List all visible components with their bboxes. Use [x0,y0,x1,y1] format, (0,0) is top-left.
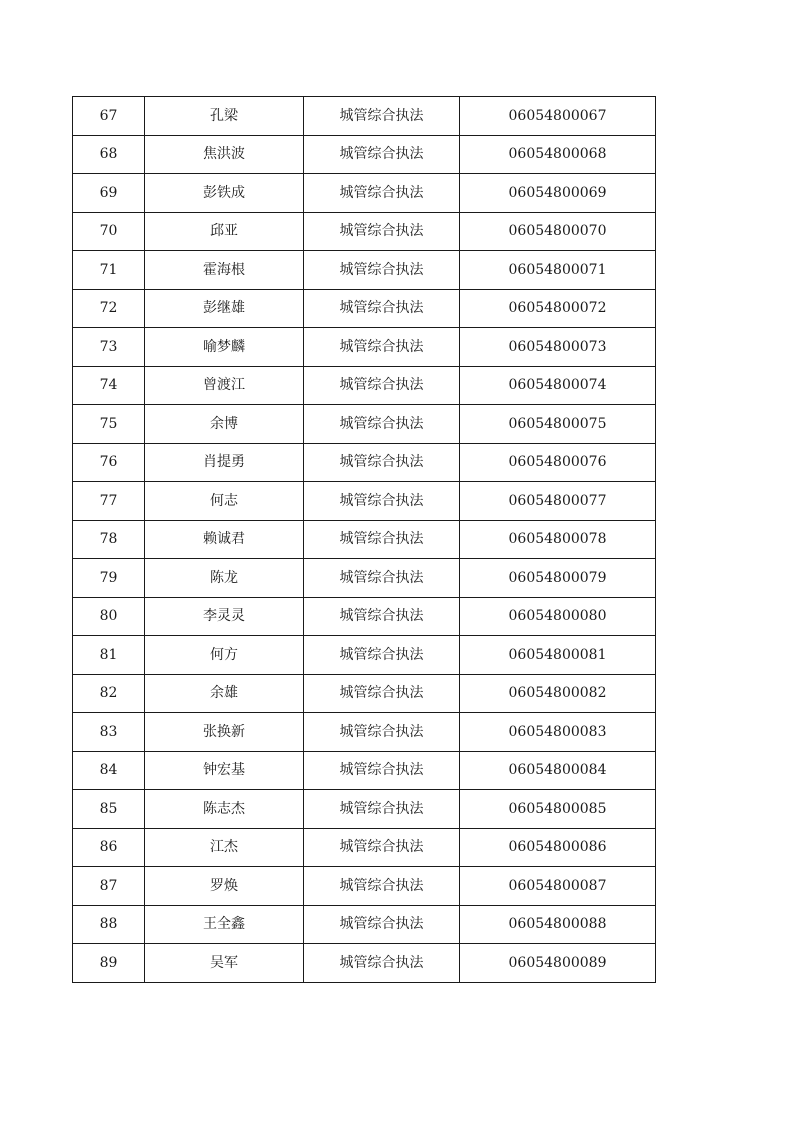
department-cell: 城管综合执法 [304,559,460,598]
name-cell: 张换新 [145,713,304,752]
row-number-cell: 87 [73,867,145,906]
table-row [73,212,656,251]
row-number-cell: 74 [73,366,145,405]
department-cell: 城管综合执法 [304,944,460,983]
table-row [73,366,656,405]
certificate-number-cell: 06054800075 [460,405,656,444]
personnel-table [72,96,656,983]
name-cell: 王全鑫 [145,905,304,944]
certificate-number-cell: 06054800082 [460,674,656,713]
table-row [73,636,656,675]
row-number-cell: 71 [73,251,145,290]
name-cell: 彭铁成 [145,174,304,213]
certificate-number-cell: 06054800074 [460,366,656,405]
row-number-cell: 77 [73,482,145,521]
row-number-cell: 85 [73,790,145,829]
row-number-cell: 88 [73,905,145,944]
certificate-number-cell: 06054800089 [460,944,656,983]
row-number-cell: 70 [73,212,145,251]
row-number-cell: 67 [73,97,145,136]
table-row [73,135,656,174]
name-cell: 霍海根 [145,251,304,290]
name-cell: 彭继雄 [145,289,304,328]
department-cell: 城管综合执法 [304,828,460,867]
row-number-cell: 84 [73,751,145,790]
department-cell: 城管综合执法 [304,97,460,136]
name-cell: 赖诚君 [145,520,304,559]
table-row [73,751,656,790]
certificate-number-cell: 06054800088 [460,905,656,944]
certificate-number-cell: 06054800079 [460,559,656,598]
name-cell: 余雄 [145,674,304,713]
name-cell: 何志 [145,482,304,521]
department-cell: 城管综合执法 [304,520,460,559]
certificate-number-cell: 06054800070 [460,212,656,251]
table-row [73,867,656,906]
department-cell: 城管综合执法 [304,174,460,213]
row-number-cell: 73 [73,328,145,367]
table-row [73,828,656,867]
name-cell: 焦洪波 [145,135,304,174]
department-cell: 城管综合执法 [304,405,460,444]
name-cell: 曾渡江 [145,366,304,405]
name-cell: 余博 [145,405,304,444]
department-cell: 城管综合执法 [304,289,460,328]
table-row [73,559,656,598]
department-cell: 城管综合执法 [304,867,460,906]
department-cell: 城管综合执法 [304,366,460,405]
department-cell: 城管综合执法 [304,597,460,636]
name-cell: 肖提勇 [145,443,304,482]
table-row [73,905,656,944]
certificate-number-cell: 06054800069 [460,174,656,213]
certificate-number-cell: 06054800083 [460,713,656,752]
name-cell: 陈志杰 [145,790,304,829]
certificate-number-cell: 06054800085 [460,790,656,829]
name-cell: 喻梦麟 [145,328,304,367]
row-number-cell: 79 [73,559,145,598]
table-row [73,174,656,213]
certificate-number-cell: 06054800080 [460,597,656,636]
department-cell: 城管综合执法 [304,135,460,174]
table-row [73,328,656,367]
department-cell: 城管综合执法 [304,636,460,675]
row-number-cell: 78 [73,520,145,559]
row-number-cell: 83 [73,713,145,752]
department-cell: 城管综合执法 [304,713,460,752]
row-number-cell: 89 [73,944,145,983]
name-cell: 江杰 [145,828,304,867]
certificate-number-cell: 06054800086 [460,828,656,867]
row-number-cell: 68 [73,135,145,174]
table-row [73,405,656,444]
row-number-cell: 75 [73,405,145,444]
certificate-number-cell: 06054800067 [460,97,656,136]
name-cell: 李灵灵 [145,597,304,636]
name-cell: 陈龙 [145,559,304,598]
certificate-number-cell: 06054800068 [460,135,656,174]
certificate-number-cell: 06054800077 [460,482,656,521]
row-number-cell: 82 [73,674,145,713]
certificate-number-cell: 06054800081 [460,636,656,675]
certificate-number-cell: 06054800087 [460,867,656,906]
certificate-number-cell: 06054800078 [460,520,656,559]
table-row [73,790,656,829]
table-row [73,944,656,983]
certificate-number-cell: 06054800076 [460,443,656,482]
row-number-cell: 81 [73,636,145,675]
row-number-cell: 80 [73,597,145,636]
certificate-number-cell: 06054800071 [460,251,656,290]
name-cell: 何方 [145,636,304,675]
row-number-cell: 69 [73,174,145,213]
row-number-cell: 76 [73,443,145,482]
row-number-cell: 72 [73,289,145,328]
row-number-cell: 86 [73,828,145,867]
table-row [73,597,656,636]
department-cell: 城管综合执法 [304,328,460,367]
name-cell: 吴军 [145,944,304,983]
table-body [73,97,656,983]
table-row [73,97,656,136]
department-cell: 城管综合执法 [304,443,460,482]
table-row [73,443,656,482]
department-cell: 城管综合执法 [304,674,460,713]
certificate-number-cell: 06054800072 [460,289,656,328]
table-row [73,482,656,521]
department-cell: 城管综合执法 [304,905,460,944]
table-row [73,713,656,752]
name-cell: 孔梁 [145,97,304,136]
table-row [73,674,656,713]
table-row [73,289,656,328]
table-row [73,520,656,559]
department-cell: 城管综合执法 [304,751,460,790]
certificate-number-cell: 06054800084 [460,751,656,790]
department-cell: 城管综合执法 [304,251,460,290]
department-cell: 城管综合执法 [304,482,460,521]
table-row [73,251,656,290]
department-cell: 城管综合执法 [304,212,460,251]
name-cell: 邱亚 [145,212,304,251]
department-cell: 城管综合执法 [304,790,460,829]
name-cell: 钟宏基 [145,751,304,790]
name-cell: 罗焕 [145,867,304,906]
certificate-number-cell: 06054800073 [460,328,656,367]
